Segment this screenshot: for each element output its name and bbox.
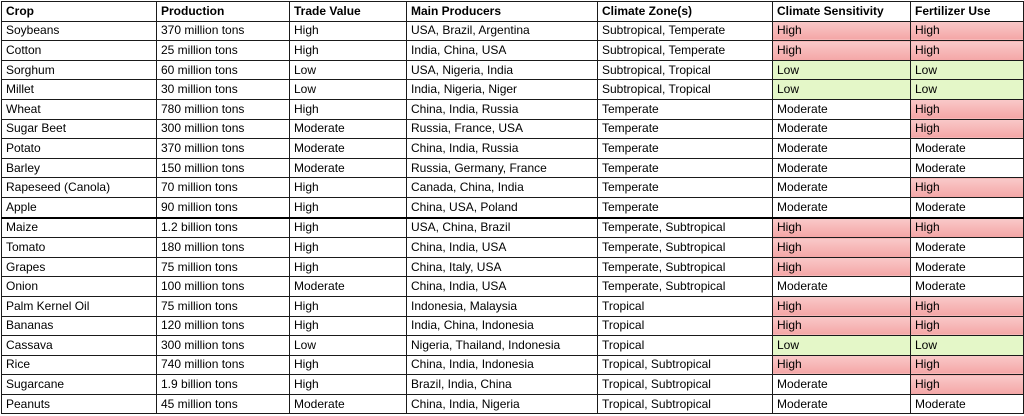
cell-trade-value: High: [290, 355, 407, 375]
cell-climate-zones: Tropical, Subtropical: [598, 375, 773, 395]
cell-climate-zones: Tropical: [598, 296, 773, 316]
cell-fertilizer-use: High: [911, 296, 1024, 316]
cell-main-producers: Nigeria, Thailand, Indonesia: [407, 336, 598, 356]
cell-production: 45 million tons: [157, 394, 290, 414]
table-row: [2, 139, 1024, 159]
cell-climate-sensitivity: High: [773, 316, 911, 336]
cell-crop: Rapeseed (Canola): [2, 178, 157, 198]
cell-trade-value: High: [290, 41, 407, 61]
cell-fertilizer-use: High: [911, 375, 1024, 395]
cell-trade-value: High: [290, 21, 407, 41]
table-row: [2, 394, 1024, 414]
cell-fertilizer-use: Moderate: [911, 257, 1024, 277]
cell-climate-sensitivity: Moderate: [773, 178, 911, 198]
cell-crop: Maize: [2, 218, 157, 238]
cell-main-producers: China, India, Indonesia: [407, 355, 598, 375]
cell-production: 370 million tons: [157, 21, 290, 41]
cell-main-producers: China, Italy, USA: [407, 257, 598, 277]
crop-table: [1, 1, 1024, 414]
table-row: [2, 178, 1024, 198]
cell-trade-value: High: [290, 218, 407, 238]
cell-main-producers: Brazil, India, China: [407, 375, 598, 395]
cell-trade-value: Low: [290, 80, 407, 100]
table-row: [2, 296, 1024, 316]
cell-climate-zones: Temperate: [598, 139, 773, 159]
cell-main-producers: China, India, Nigeria: [407, 394, 598, 414]
header-crop: Crop: [2, 2, 157, 22]
cell-crop: Sugarcane: [2, 375, 157, 395]
cell-trade-value: High: [290, 238, 407, 258]
cell-climate-zones: Tropical, Subtropical: [598, 355, 773, 375]
cell-production: 25 million tons: [157, 41, 290, 61]
cell-fertilizer-use: High: [911, 21, 1024, 41]
cell-main-producers: Indonesia, Malaysia: [407, 296, 598, 316]
table-row: [2, 197, 1024, 217]
cell-climate-zones: Subtropical, Tropical: [598, 80, 773, 100]
cell-crop: Tomato: [2, 238, 157, 258]
cell-climate-zones: Tropical: [598, 336, 773, 356]
cell-crop: Peanuts: [2, 394, 157, 414]
cell-climate-zones: Subtropical, Temperate: [598, 21, 773, 41]
cell-crop: Apple: [2, 197, 157, 217]
cell-trade-value: High: [290, 178, 407, 198]
table-row: [2, 336, 1024, 356]
cell-trade-value: Moderate: [290, 139, 407, 159]
cell-main-producers: Russia, France, USA: [407, 119, 598, 139]
cell-production: 180 million tons: [157, 238, 290, 258]
table-row: [2, 257, 1024, 277]
cell-production: 370 million tons: [157, 139, 290, 159]
cell-climate-sensitivity: Moderate: [773, 394, 911, 414]
table-row: [2, 119, 1024, 139]
cell-production: 90 million tons: [157, 197, 290, 217]
cell-production: 1.2 billion tons: [157, 218, 290, 238]
cell-climate-zones: Temperate, Subtropical: [598, 277, 773, 297]
cell-fertilizer-use: High: [911, 316, 1024, 336]
cell-fertilizer-use: Low: [911, 80, 1024, 100]
cell-main-producers: USA, China, Brazil: [407, 218, 598, 238]
cell-climate-sensitivity: High: [773, 41, 911, 61]
table-row: [2, 41, 1024, 61]
cell-main-producers: Russia, Germany, France: [407, 158, 598, 178]
cell-crop: Sorghum: [2, 60, 157, 80]
table-row: [2, 277, 1024, 297]
cell-climate-sensitivity: High: [773, 257, 911, 277]
cell-crop: Onion: [2, 277, 157, 297]
header-climate-sensitivity: Climate Sensitivity: [773, 2, 911, 22]
cell-fertilizer-use: High: [911, 218, 1024, 238]
table-row: [2, 21, 1024, 41]
cell-trade-value: High: [290, 257, 407, 277]
cell-climate-sensitivity: Low: [773, 80, 911, 100]
cell-main-producers: India, Nigeria, Niger: [407, 80, 598, 100]
cell-climate-zones: Temperate: [598, 99, 773, 119]
cell-main-producers: Canada, China, India: [407, 178, 598, 198]
cell-fertilizer-use: High: [911, 355, 1024, 375]
cell-climate-sensitivity: Moderate: [773, 119, 911, 139]
cell-fertilizer-use: Moderate: [911, 139, 1024, 159]
cell-climate-sensitivity: High: [773, 355, 911, 375]
table-row: [2, 80, 1024, 100]
cell-production: 100 million tons: [157, 277, 290, 297]
cell-production: 75 million tons: [157, 257, 290, 277]
cell-trade-value: Moderate: [290, 394, 407, 414]
cell-trade-value: High: [290, 197, 407, 217]
cell-fertilizer-use: Low: [911, 336, 1024, 356]
cell-trade-value: Moderate: [290, 119, 407, 139]
cell-climate-zones: Subtropical, Tropical: [598, 60, 773, 80]
cell-production: 1.9 billion tons: [157, 375, 290, 395]
cell-crop: Sugar Beet: [2, 119, 157, 139]
cell-trade-value: Low: [290, 60, 407, 80]
cell-crop: Barley: [2, 158, 157, 178]
cell-crop: Potato: [2, 139, 157, 159]
header-main-producers: Main Producers: [407, 2, 598, 22]
cell-crop: Wheat: [2, 99, 157, 119]
cell-production: 70 million tons: [157, 178, 290, 198]
cell-climate-zones: Temperate: [598, 197, 773, 217]
cell-fertilizer-use: High: [911, 99, 1024, 119]
cell-climate-sensitivity: High: [773, 218, 911, 238]
cell-main-producers: USA, Nigeria, India: [407, 60, 598, 80]
header-row: [2, 2, 1024, 22]
cell-trade-value: High: [290, 99, 407, 119]
cell-production: 300 million tons: [157, 119, 290, 139]
cell-trade-value: Moderate: [290, 158, 407, 178]
table-row: [2, 99, 1024, 119]
cell-climate-sensitivity: High: [773, 238, 911, 258]
cell-main-producers: India, China, USA: [407, 41, 598, 61]
table-row: [2, 218, 1024, 238]
cell-production: 740 million tons: [157, 355, 290, 375]
cell-fertilizer-use: Moderate: [911, 238, 1024, 258]
cell-production: 120 million tons: [157, 316, 290, 336]
table-body: [2, 21, 1024, 414]
cell-climate-sensitivity: Moderate: [773, 375, 911, 395]
cell-production: 30 million tons: [157, 80, 290, 100]
cell-fertilizer-use: High: [911, 119, 1024, 139]
cell-production: 150 million tons: [157, 158, 290, 178]
cell-trade-value: Low: [290, 336, 407, 356]
table-row: [2, 60, 1024, 80]
cell-crop: Soybeans: [2, 21, 157, 41]
cell-trade-value: High: [290, 296, 407, 316]
cell-production: 300 million tons: [157, 336, 290, 356]
cell-climate-sensitivity: Low: [773, 336, 911, 356]
cell-fertilizer-use: High: [911, 41, 1024, 61]
header-trade-value: Trade Value: [290, 2, 407, 22]
cell-climate-zones: Temperate: [598, 158, 773, 178]
cell-main-producers: China, India, Russia: [407, 99, 598, 119]
table-row: [2, 158, 1024, 178]
cell-main-producers: China, USA, Poland: [407, 197, 598, 217]
cell-crop: Cotton: [2, 41, 157, 61]
cell-climate-sensitivity: High: [773, 296, 911, 316]
cell-climate-zones: Subtropical, Temperate: [598, 41, 773, 61]
cell-crop: Cassava: [2, 336, 157, 356]
cell-climate-zones: Temperate, Subtropical: [598, 218, 773, 238]
cell-fertilizer-use: Moderate: [911, 277, 1024, 297]
cell-trade-value: High: [290, 316, 407, 336]
cell-climate-zones: Tropical, Subtropical: [598, 394, 773, 414]
cell-main-producers: India, China, Indonesia: [407, 316, 598, 336]
table-row: [2, 316, 1024, 336]
table-row: [2, 375, 1024, 395]
header-climate-zones: Climate Zone(s): [598, 2, 773, 22]
cell-trade-value: High: [290, 375, 407, 395]
cell-fertilizer-use: High: [911, 178, 1024, 198]
cell-climate-sensitivity: Moderate: [773, 158, 911, 178]
cell-crop: Palm Kernel Oil: [2, 296, 157, 316]
cell-crop: Millet: [2, 80, 157, 100]
header-fertilizer-use: Fertilizer Use: [911, 2, 1024, 22]
cell-climate-zones: Temperate, Subtropical: [598, 257, 773, 277]
cell-climate-sensitivity: Moderate: [773, 277, 911, 297]
cell-main-producers: China, India, USA: [407, 277, 598, 297]
cell-production: 75 million tons: [157, 296, 290, 316]
cell-crop: Bananas: [2, 316, 157, 336]
cell-main-producers: China, India, USA: [407, 238, 598, 258]
cell-fertilizer-use: Low: [911, 60, 1024, 80]
table-row: [2, 355, 1024, 375]
cell-climate-sensitivity: Moderate: [773, 197, 911, 217]
cell-fertilizer-use: Moderate: [911, 394, 1024, 414]
cell-climate-zones: Temperate: [598, 119, 773, 139]
header-production: Production: [157, 2, 290, 22]
cell-climate-zones: Tropical: [598, 316, 773, 336]
cell-main-producers: China, India, Russia: [407, 139, 598, 159]
cell-production: 780 million tons: [157, 99, 290, 119]
cell-trade-value: Moderate: [290, 277, 407, 297]
cell-crop: Grapes: [2, 257, 157, 277]
cell-crop: Rice: [2, 355, 157, 375]
table-row: [2, 238, 1024, 258]
cell-climate-sensitivity: Low: [773, 60, 911, 80]
cell-climate-sensitivity: Moderate: [773, 139, 911, 159]
cell-main-producers: USA, Brazil, Argentina: [407, 21, 598, 41]
cell-climate-zones: Temperate: [598, 178, 773, 198]
cell-climate-sensitivity: Moderate: [773, 99, 911, 119]
cell-climate-zones: Temperate, Subtropical: [598, 238, 773, 258]
cell-fertilizer-use: Moderate: [911, 197, 1024, 217]
cell-climate-sensitivity: High: [773, 21, 911, 41]
cell-fertilizer-use: Moderate: [911, 158, 1024, 178]
cell-production: 60 million tons: [157, 60, 290, 80]
